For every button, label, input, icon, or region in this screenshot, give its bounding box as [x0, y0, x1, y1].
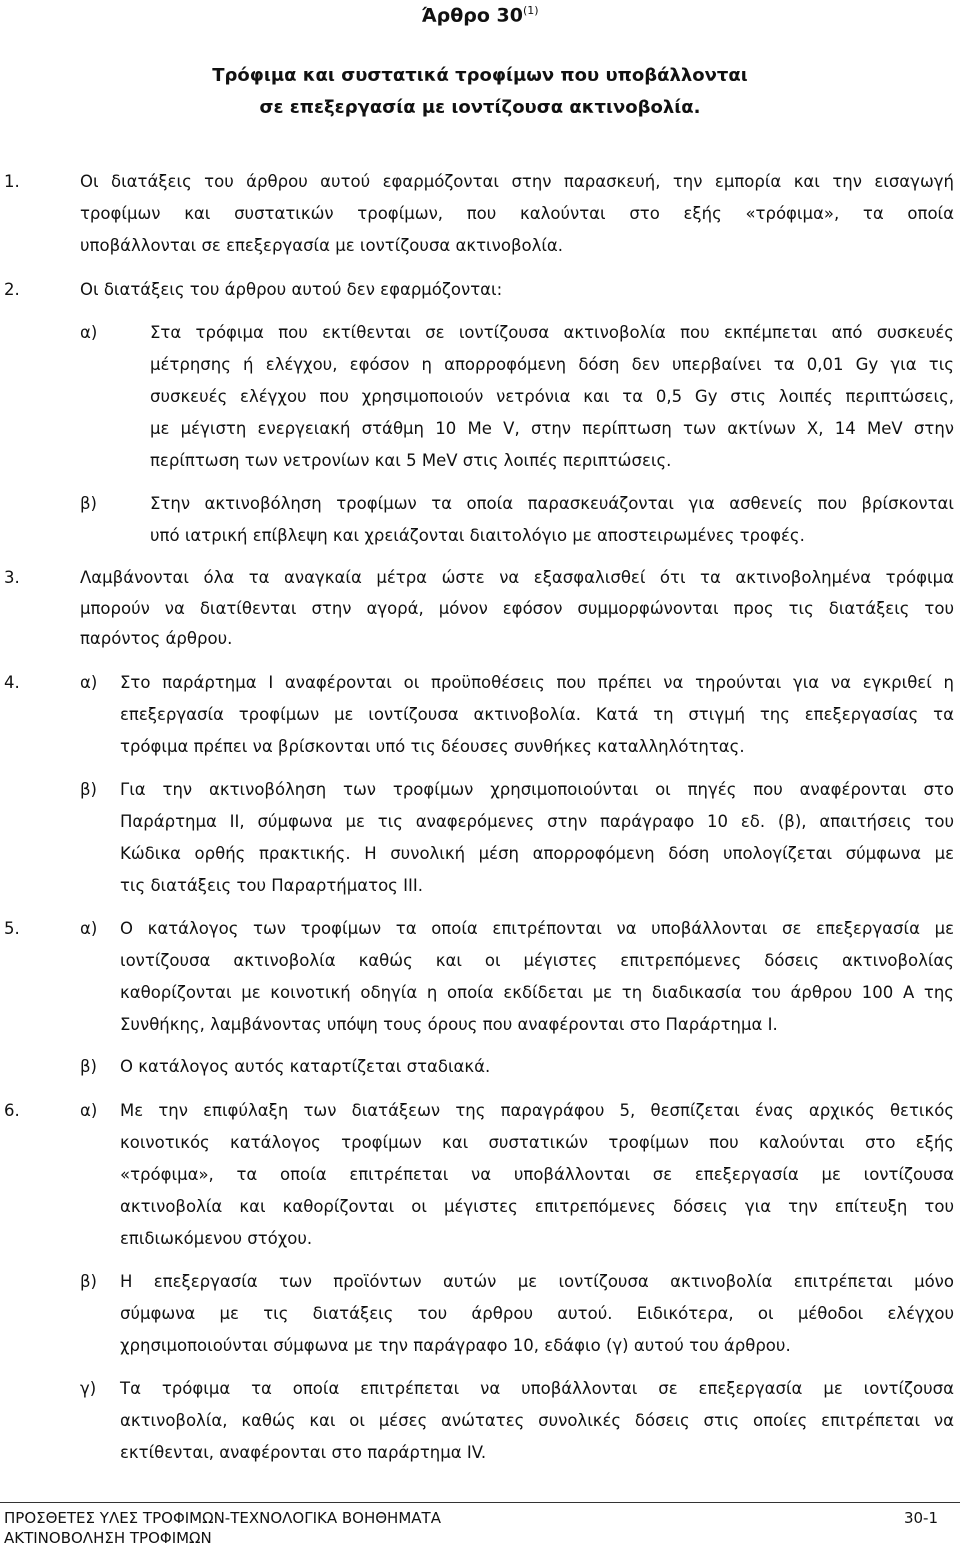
paragraph-2a-line: περίπτωση των νετρονίων και 5 MeV στις λοιπές περιπτώσεις. [150, 451, 672, 470]
paragraph-6b-line: χρησιμοποιούνται σύμφωνα με την παράγραφο 10, εδάφιο (γ) αυτού του άρθρου. [120, 1336, 791, 1355]
paragraph-2a-line: με μέγιστη ενεργειακή στάθμη 10 Me V, στην περίπτωση των ακτίνων Χ, 14 MeV στην [150, 419, 954, 438]
paragraph-3-number: 3. [4, 568, 20, 587]
item-label: α) [80, 323, 98, 342]
item-label: β) [80, 1272, 97, 1291]
item-label: β) [80, 780, 97, 799]
paragraph-4a-line: επεξεργασία τροφίμων με ιοντίζουσα ακτινοβολία. Κατά τη στιγμή της επεξεργασίας τα [120, 705, 954, 724]
paragraph-5a-line: καθορίζονται με κοινοτική οδηγία η οποία εκδίδεται με τη διαδικασία του άρθρου 100 Α της [120, 983, 954, 1002]
paragraph-3-line: μπορούν να διατίθενται στην αγορά, μόνον εφόσον συμμορφώνονται προς τις διατάξεις του [80, 599, 954, 618]
item-label: α) [80, 673, 98, 692]
paragraph-6a-line: ακτινοβολία και καθορίζονται οι μέγιστες επιτρεπόμενες δόσεις για την επίτευξη του [120, 1197, 954, 1216]
paragraph-4a-line: Στο παράρτημα Ι αναφέρονται οι προϋποθέσεις που πρέπει να τηρούνται για να εγκριθεί η [120, 673, 954, 692]
paragraph-2a-line: Στα τρόφιμα που εκτίθενται σε ιοντίζουσα ακτινοβολία που εκπέμπεται από συσκευές [150, 323, 954, 342]
footer-line-1: ΠΡΟΣΘΕΤΕΣ ΥΛΕΣ ΤΡΟΦΙΜΩΝ-ΤΕΧΝΟΛΟΓΙΚΑ ΒΟΗΘΗΜΑΤΑ [4, 1509, 441, 1527]
paragraph-6a-line: επιδιωκόμενου στόχου. [120, 1229, 313, 1248]
paragraph-2a-line: συσκευές ελέγχου που χρησιμοποιούν νετρόνια και τα 0,5 Gy στις λοιπές περιπτώσεις, [150, 387, 954, 406]
article-title-footnote: (1) [522, 4, 539, 17]
item-label: α) [80, 919, 98, 938]
paragraph-1-line: τροφίμων και συστατικών τροφίμων, που καλούνται στο εξής «τρόφιμα», τα οποία [80, 204, 954, 223]
paragraph-6-number: 6. [4, 1101, 20, 1120]
paragraph-5a-line: Ο κατάλογος των τροφίμων τα οποία επιτρέπονται να υποβάλλονται σε επεξεργασία με [120, 919, 954, 938]
footer-line-2: ΑΚΤΙΝΟΒΟΛΗΣΗ ΤΡΟΦΙΜΩΝ [4, 1529, 212, 1547]
article-title [0, 4, 960, 26]
paragraph-4a-line: τρόφιμα πρέπει να βρίσκονται υπό τις δέουσες συνθήκες καταλληλότητας. [120, 737, 745, 756]
paragraph-2b-line: υπό ιατρική επίβλεψη και χρειάζονται διαιτολόγιο με αποστειρωμένες τροφές. [150, 526, 805, 545]
paragraph-5b-line: Ο κατάλογος αυτός καταρτίζεται σταδιακά. [120, 1057, 491, 1076]
item-label: γ) [80, 1379, 97, 1398]
paragraph-4b-line: Για την ακτινοβόληση των τροφίμων χρησιμοποιούνται οι πηγές που αναφέρονται στο [120, 780, 954, 799]
footer-rule [0, 1502, 960, 1503]
paragraph-6a-line: «τρόφιμα», τα οποία επιτρέπεται να υποβάλλονται σε επεξεργασία με ιοντίζουσα [120, 1165, 954, 1184]
paragraph-6b-line: Η επεξεργασία των προϊόντων αυτών με ιοντίζουσα ακτινοβολία επιτρέπεται μόνο [120, 1272, 954, 1291]
article-title-text: Άρθρο 30 [421, 4, 523, 27]
paragraph-6c-line: εκτίθενται, αναφέρονται στο παράρτημα IV. [120, 1443, 487, 1462]
paragraph-6a-line: Με την επιφύλαξη των διατάξεων της παραγράφου 5, θεσπίζεται ένας αρχικός θετικός [120, 1101, 954, 1120]
paragraph-1-line: υποβάλλονται σε επεξεργασία με ιοντίζουσα ακτινοβολία. [80, 236, 564, 255]
paragraph-6b-line: σύμφωνα με τις διατάξεις του άρθρου αυτού. Ειδικότερα, οι μέθοδοι ελέγχου [120, 1304, 954, 1323]
item-label: α) [80, 1101, 98, 1120]
paragraph-1-number: 1. [4, 172, 20, 191]
paragraph-2b-line: Στην ακτινοβόληση τροφίμων τα οποία παρασκευάζονται για ασθενείς που βρίσκονται [150, 494, 954, 513]
paragraph-6c-line: Τα τρόφιμα τα οποία επιτρέπεται να υποβάλλονται σε επεξεργασία με ιοντίζουσα [120, 1379, 954, 1398]
paragraph-1-line: Οι διατάξεις του άρθρου αυτού εφαρμόζονται στην παρασκευή, την εμπορία και την εισαγωγή [80, 172, 954, 191]
paragraph-5a-line: Συνθήκης, λαμβάνοντας υπόψη τους όρους που αναφέρονται στο Παράρτημα Ι. [120, 1015, 778, 1034]
footer-page-number: 30-1 [903, 1509, 938, 1527]
paragraph-4b-line: Παράρτημα ΙΙ, σύμφωνα με τις αναφερόμενες στην παράγραφο 10 εδ. (β), απαιτήσεις του [120, 812, 954, 831]
paragraph-6c-line: ακτινοβολία, καθώς και οι μέσες ανώτατες συνολικές δόσεις στις οποίες επιτρέπεται να [120, 1411, 954, 1430]
paragraph-5a-line: ιοντίζουσα ακτινοβολία καθώς και οι μέγιστες επιτρεπόμενες δόσεις ακτινοβολίας [120, 951, 954, 970]
paragraph-4b-line: Κώδικα ορθής πρακτικής. Η συνολική μέση απορροφόμενη δόση υπολογίζεται σύμφωνα με [120, 844, 954, 863]
paragraph-3-line: παρόντος άρθρου. [80, 629, 233, 648]
article-subtitle-line-1: Τρόφιμα και συστατικά τροφίμων που υποβάλλονται [212, 65, 748, 86]
item-label: β) [80, 1057, 97, 1076]
paragraph-2a-line: μέτρησης ή ελέγχου, εφόσον η απορροφόμενη δόση δεν υπερβαίνει τα 0,01 Gy για τις [150, 355, 954, 374]
item-label: β) [80, 494, 97, 513]
paragraph-2-intro: Οι διατάξεις του άρθρου αυτού δεν εφαρμόζονται: [80, 280, 503, 299]
paragraph-5-number: 5. [4, 919, 20, 938]
paragraph-4b-line: τις διατάξεις του Παραρτήματος ΙΙΙ. [120, 876, 423, 895]
paragraph-3-line: Λαμβάνονται όλα τα αναγκαία μέτρα ώστε να εξασφαλισθεί ότι τα ακτινοβολημένα τρόφιμα [80, 568, 954, 587]
paragraph-2-number: 2. [4, 280, 20, 299]
paragraph-4-number: 4. [4, 673, 20, 692]
article-subtitle-line-2: σε επεξεργασία με ιοντίζουσα ακτινοβολία. [259, 97, 701, 118]
paragraph-6a-line: κοινοτικός κατάλογος τροφίμων και συστατικών τροφίμων που καλούνται στο εξής [120, 1133, 954, 1152]
